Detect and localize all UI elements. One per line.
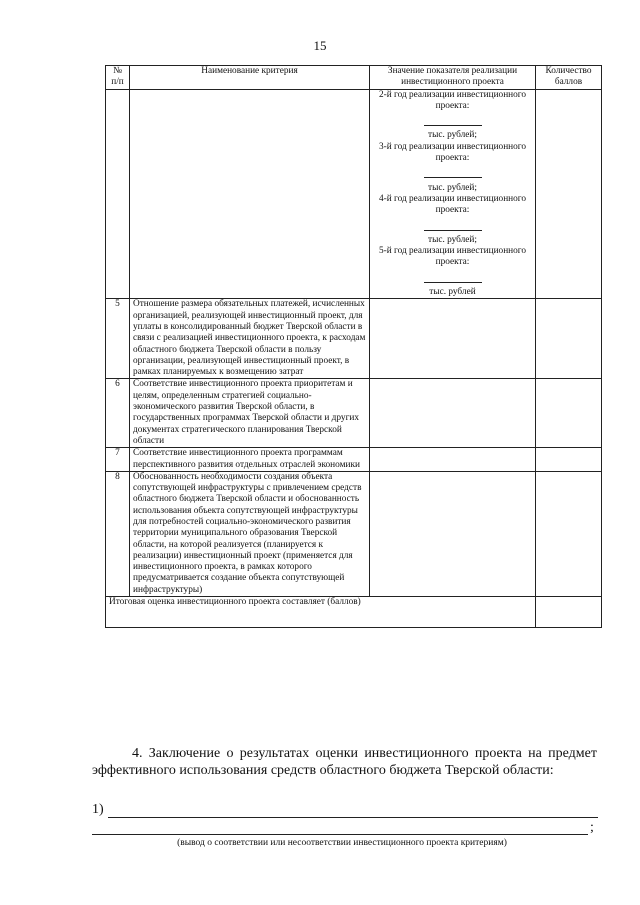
row-value	[370, 471, 536, 596]
value-years	[370, 89, 536, 299]
cell-empty	[106, 89, 130, 299]
header-num: № п/п	[106, 66, 130, 90]
total-row	[106, 597, 602, 628]
row-value	[370, 448, 536, 472]
section-4-text: 4. Заключение о результатах оценки инвестиционного проекта на предмет эффективного использования средств областного бюджета Тверской области:	[92, 746, 597, 778]
row-value	[370, 299, 536, 379]
blank-line	[424, 176, 482, 178]
value-line: 3-й год реализации инвестиционного проекта:	[378, 141, 527, 164]
row-num: 7	[106, 448, 130, 472]
value-line: тыс. рублей;	[428, 234, 477, 245]
row-num: 8	[106, 471, 130, 596]
row-criterion: Соответствие инвестиционного проекта программам перспективного развития отдельных отраслей экономики	[130, 448, 370, 472]
table-row	[106, 471, 602, 596]
row-num: 5	[106, 299, 130, 379]
table-row	[106, 379, 602, 448]
row-score	[536, 448, 602, 472]
header-name: Наименование критерия	[130, 66, 370, 90]
semicolon: ;	[590, 820, 594, 835]
value-line: 5-й год реализации инвестиционного проекта:	[378, 246, 527, 268]
value-line: 2-й год реализации инвестиционного проекта:	[378, 89, 527, 111]
row-criterion: Отношение размера обязательных платежей, исчисленных организацией, реализующей инвестиционный проект, для уплаты в консолидированный бюджет Тверской области в связи с реализацией инвестиционного проекта, к расходам областного бюджета Тверской области в пользу организации, реализующей инвестиционный проект, в рамках планируемых к возмещению затрат	[130, 299, 370, 379]
row-criterion: Соответствие инвестиционного проекта приоритетам и целям, определенным стратегией социально-экономического развития Тверской области, в государственных программах Тверской области и других документах стратегического планирования Тверской области	[130, 379, 370, 448]
value-line: 4-й год реализации инвестиционного проекта:	[378, 193, 527, 216]
header-score: Количество баллов	[536, 66, 602, 90]
row-score	[536, 471, 602, 596]
table-row	[106, 299, 602, 379]
page-number: 15	[313, 38, 327, 53]
cell-empty	[536, 89, 602, 299]
row-score	[536, 299, 602, 379]
value-line: тыс. рублей	[429, 287, 476, 298]
fill-line-2	[92, 834, 588, 835]
table-row-continuation	[106, 89, 602, 299]
fill-hint: (вывод о соответствии или несоответствии инвестиционного проекта критериям)	[177, 838, 507, 848]
row-value	[370, 379, 536, 448]
table-header-row	[106, 66, 602, 90]
criteria-table	[105, 65, 602, 628]
table-row	[106, 448, 602, 472]
total-label: Итоговая оценка инвестиционного проекта составляет (баллов)	[106, 597, 536, 628]
blank-line	[424, 281, 482, 283]
total-score	[536, 597, 602, 628]
value-line: тыс. рублей;	[428, 182, 477, 193]
blank-line	[424, 124, 482, 126]
blank-line	[424, 229, 482, 231]
row-score	[536, 379, 602, 448]
header-value: Значение показателя реализации инвестиционного проекта	[370, 66, 536, 90]
value-line: тыс. рублей;	[428, 130, 477, 141]
row-criterion: Обоснованность необходимости создания объекта сопутствующей инфраструктуры с привлечением средств областного бюджета Тверской области и обоснованность использования объекта сопутствующей инфраструктуры для потребностей социально-экономического развития территории муниципального образования Тверской области, на которой реализуется (планируется к реализации) инвестиционный проект (применяется для инвестиционного проекта, в рамках которого предусматривается создание объекта сопутствующей инфраструктуры)	[130, 471, 370, 596]
fill-line-1	[108, 817, 598, 818]
cell-empty	[130, 89, 370, 299]
item-1-label: 1)	[92, 802, 104, 817]
row-num: 6	[106, 379, 130, 448]
